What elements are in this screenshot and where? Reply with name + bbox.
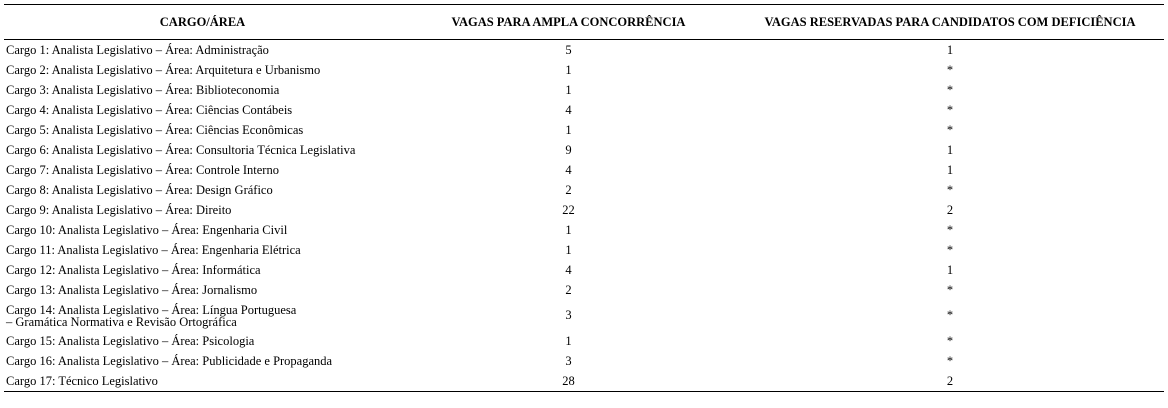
header-cargo-area: CARGO/ÁREA (4, 5, 401, 40)
table-row (4, 280, 1164, 300)
cargo-cell: Cargo 15: Analista Legislativo – Área: Psicologia (6, 333, 255, 348)
cargo-cell: Cargo 2: Analista Legislativo – Área: Arquitetura e Urbanismo (6, 62, 321, 77)
table-row (4, 60, 1164, 80)
cargo-cell: Cargo 5: Analista Legislativo – Área: Ciências Econômicas (6, 122, 304, 137)
cargo-cell: Cargo 8: Analista Legislativo – Área: Design Gráfico (6, 182, 273, 197)
ampla-cell: 3 (565, 353, 572, 368)
cargo-cell: Cargo 12: Analista Legislativo – Área: Informática (6, 262, 261, 277)
cargo-cell-line2: – Gramática Normativa e Revisão Ortográfica (6, 315, 237, 329)
table-row (4, 160, 1164, 180)
ampla-cell: 2 (565, 182, 572, 197)
reservadas-cell: * (946, 62, 954, 77)
reservadas-cell: * (946, 122, 954, 137)
table-row (4, 220, 1164, 240)
cargo-cell: Cargo 7: Analista Legislativo – Área: Controle Interno (6, 162, 279, 177)
table-row (4, 100, 1164, 120)
cargo-cell: Cargo 6: Analista Legislativo – Área: Consultoria Técnica Legislativa (6, 142, 356, 157)
header-ampla-concorrencia: VAGAS PARA AMPLA CONCORRÊNCIA (401, 5, 736, 40)
ampla-cell: 1 (565, 82, 572, 97)
vacancies-table (4, 4, 1164, 392)
table-row (4, 240, 1164, 260)
table-row (4, 371, 1164, 392)
table-row (4, 140, 1164, 160)
cargo-cell: Cargo 1: Analista Legislativo – Área: Administração (6, 42, 269, 57)
ampla-cell: 4 (565, 102, 572, 117)
ampla-cell: 4 (565, 262, 572, 277)
cargo-cell: Cargo 16: Analista Legislativo – Área: Publicidade e Propaganda (6, 353, 333, 368)
ampla-cell: 5 (565, 42, 572, 57)
reservadas-cell: * (946, 353, 954, 368)
reservadas-cell: * (946, 242, 954, 257)
cargo-cell: Cargo 9: Analista Legislativo – Área: Direito (6, 202, 232, 217)
table-row (4, 260, 1164, 280)
cargo-cell-line1: Cargo 14: Analista Legislativo – Área: Língua Portuguesa (6, 302, 297, 317)
reservadas-cell: 2 (946, 202, 954, 217)
reservadas-cell: 2 (736, 371, 1164, 392)
vacancies-table-container (4, 4, 1164, 392)
table-header (4, 5, 1164, 40)
cargo-cell: Cargo 17: Técnico Legislativo (4, 371, 401, 392)
table-row (4, 331, 1164, 351)
reservadas-cell: * (946, 102, 954, 117)
table-row (4, 80, 1164, 100)
ampla-cell: 9 (565, 142, 572, 157)
header-row (4, 5, 1164, 40)
table-row (4, 120, 1164, 140)
ampla-cell: 28 (401, 371, 736, 392)
ampla-cell: 22 (562, 202, 575, 217)
reservadas-cell: * (946, 308, 954, 322)
reservadas-cell: * (946, 282, 954, 297)
ampla-cell: 1 (565, 242, 572, 257)
table-row (4, 40, 1164, 61)
ampla-cell: 1 (565, 122, 572, 137)
table-row (4, 300, 1164, 331)
cargo-cell: Cargo 3: Analista Legislativo – Área: Biblioteconomia (6, 82, 280, 97)
reservadas-cell: 1 (946, 162, 954, 177)
ampla-cell: 1 (565, 333, 572, 348)
reservadas-cell: * (946, 182, 954, 197)
ampla-cell: 4 (565, 162, 572, 177)
cargo-cell: Cargo 4: Analista Legislativo – Área: Ciências Contábeis (6, 102, 293, 117)
reservadas-cell: 1 (946, 42, 954, 57)
ampla-cell: 2 (565, 282, 572, 297)
cargo-cell: Cargo 13: Analista Legislativo – Área: Jornalismo (6, 282, 258, 297)
table-row (4, 180, 1164, 200)
reservadas-cell: 1 (946, 142, 954, 157)
reservadas-cell: * (946, 333, 954, 348)
cargo-cell: Cargo 10: Analista Legislativo – Área: Engenharia Civil (6, 222, 288, 237)
ampla-cell: 3 (565, 308, 572, 322)
table-row (4, 351, 1164, 371)
reservadas-cell: * (946, 82, 954, 97)
reservadas-cell: * (946, 222, 954, 237)
reservadas-cell: 1 (946, 262, 954, 277)
cargo-cell (4, 300, 401, 331)
header-vagas-reservadas: VAGAS RESERVADAS PARA CANDIDATOS COM DEFICIÊNCIA (736, 5, 1164, 40)
cargo-cell: Cargo 11: Analista Legislativo – Área: Engenharia Elétrica (6, 242, 301, 257)
ampla-cell: 1 (565, 222, 572, 237)
ampla-cell: 1 (565, 62, 572, 77)
table-body (4, 40, 1164, 392)
table-row (4, 200, 1164, 220)
